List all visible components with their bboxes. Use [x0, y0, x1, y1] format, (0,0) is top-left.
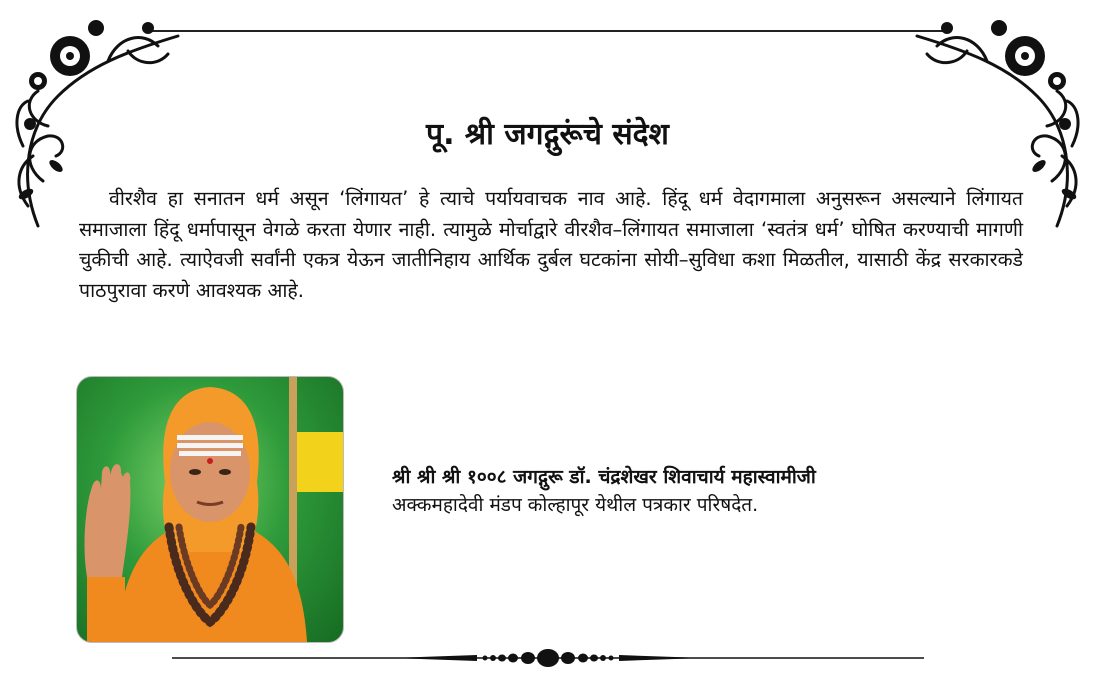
- message-paragraph: वीरशैव हा सनातन धर्म असून ‘लिंगायत’ हे त्याचे पर्यायवाचक नाव आहे. हिंदू धर्म वेदागमाला अनुसरून असल्याने लिंगायत समाजाला हिंदू धर्मापासून वेगळे करता येणार नाही. त्यामुळे मोर्चाद्वारे वीरशैव–लिंगायत समाजाला ‘स्वतंत्र धर्म’ घोषित करण्याची मागणी चुकीची आहे. त्याऐवजी सर्वांनी एकत्र येऊन जातीनिहाय आर्थिक दुर्बल घटकांना सोयी–सुविधा कशा मिळतील, यासाठी केंद्र सरकारकडे पाठपुरावा करणे आवश्यक आहे.: [79, 187, 1023, 302]
- caption-name: श्री श्री श्री १००८ जगद्गुरू डॉ. चंद्रशेखर शिवाचार्य महास्वामीजी: [392, 466, 816, 488]
- page-title: पू. श्री जगद्गुरूंचे संदेश: [426, 117, 669, 152]
- top-border-line: [150, 30, 945, 32]
- photo-caption: [392, 464, 1032, 520]
- beaded-divider-ornament-icon: [172, 645, 924, 671]
- caption-place: अक्कमहादेवी मंडप कोल्हापूर येथील पत्रकार परिषदेत.: [392, 494, 759, 516]
- portrait-photo: [76, 376, 344, 643]
